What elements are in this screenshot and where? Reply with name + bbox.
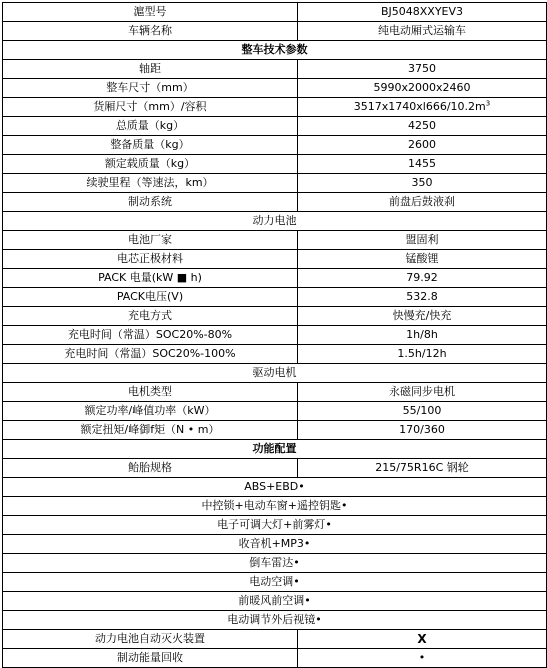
spec-label: 续驶里程（等速法，km） [3, 174, 298, 193]
section-heading: 动力电池 [3, 212, 547, 231]
spec-label: 鲐胎规格 [3, 459, 298, 478]
spec-label: 充电时间（常温）SOC20%-80% [3, 326, 298, 345]
spec-row [3, 421, 547, 440]
section-row [3, 364, 547, 383]
section-heading: 中控锁+电动车窗+遥控钥匙• [3, 497, 547, 516]
spec-value [298, 231, 547, 250]
spec-label: 电芯正极材料 [3, 250, 298, 269]
section-heading: 电动空调• [3, 573, 547, 592]
spec-row [3, 326, 547, 345]
spec-row [3, 3, 547, 22]
spec-value-text: 3517x1740xl666/10.2m [353, 100, 486, 113]
spec-row [3, 117, 547, 136]
section-row [3, 554, 547, 573]
spec-value-text: 1.5h/12h [397, 347, 447, 360]
spec-row [3, 193, 547, 212]
spec-row [3, 269, 547, 288]
spec-value-superscript: 3 [485, 99, 491, 108]
spec-label: 电池厂家 [3, 231, 298, 250]
spec-label: 额定载质量（kg） [3, 155, 298, 174]
spec-label: 额定功率/峰值功率（kW） [3, 402, 298, 421]
spec-label: 货厢尺寸（mm）/容积 [3, 98, 298, 117]
spec-value [298, 98, 547, 117]
spec-label: 动力电池自动灭火装置 [3, 630, 298, 649]
section-row [3, 497, 547, 516]
spec-value-text: 5990x2000x2460 [373, 81, 471, 94]
spec-value-text: 55/100 [402, 404, 442, 417]
spec-row [3, 383, 547, 402]
spec-value-text: 215/75R16C 钢轮 [375, 461, 469, 474]
section-row [3, 41, 547, 60]
spec-value [298, 345, 547, 364]
spec-row [3, 79, 547, 98]
spec-label: 轴距 [3, 60, 298, 79]
spec-value-text: BJ5048XXYEV3 [380, 5, 464, 18]
spec-row [3, 459, 547, 478]
spec-value-text: 1h/8h [406, 328, 438, 341]
section-row [3, 535, 547, 554]
spec-label: PACK 电量(kW ■ h) [3, 269, 298, 288]
spec-value-text: 79.92 [406, 271, 438, 284]
spec-value [298, 174, 547, 193]
spec-row [3, 60, 547, 79]
section-heading: 整车技术参数 [3, 41, 547, 60]
spec-label: 电机类型 [3, 383, 298, 402]
spec-value [298, 649, 547, 668]
spec-value [298, 117, 547, 136]
spec-row [3, 98, 547, 117]
spec-value [298, 630, 547, 649]
section-heading: 前暖风前空调• [3, 592, 547, 611]
spec-row [3, 402, 547, 421]
spec-value [298, 307, 547, 326]
spec-value-text: 盟固利 [405, 233, 439, 246]
spec-label: 额定扭矩/峰御f矩（N • m） [3, 421, 298, 440]
spec-row [3, 136, 547, 155]
section-heading: 功能配置 [3, 440, 547, 459]
spec-value [298, 269, 547, 288]
spec-value [298, 288, 547, 307]
spec-label: 制动系统 [3, 193, 298, 212]
spec-row [3, 649, 547, 668]
section-row [3, 478, 547, 497]
section-heading: 收音机+MP3• [3, 535, 547, 554]
spec-label: 总质量（kg） [3, 117, 298, 136]
section-heading: ABS+EBD• [3, 478, 547, 497]
spec-value-text: 永磁同步电机 [389, 385, 455, 398]
spec-label: 充电时间（常温）SOC20%-100% [3, 345, 298, 364]
spec-table-body [3, 3, 547, 668]
section-row [3, 611, 547, 630]
spec-value [298, 383, 547, 402]
vehicle-spec-table [2, 2, 547, 668]
spec-value [298, 3, 547, 22]
spec-label: 制动能量回收 [3, 649, 298, 668]
section-heading: 倒车雷达• [3, 554, 547, 573]
spec-value [298, 22, 547, 41]
spec-value [298, 79, 547, 98]
spec-label: 滬型号 [3, 3, 298, 22]
spec-value [298, 155, 547, 174]
spec-row [3, 307, 547, 326]
spec-value-text: 350 [411, 176, 433, 189]
spec-value-text: 1455 [408, 157, 436, 170]
section-heading: 驱动电机 [3, 364, 547, 383]
spec-row [3, 155, 547, 174]
spec-value-text: 2600 [408, 138, 436, 151]
spec-value-text: 170/360 [399, 423, 445, 436]
spec-value-text: 532.8 [406, 290, 438, 303]
spec-value [298, 326, 547, 345]
spec-value [298, 136, 547, 155]
spec-value-text: 4250 [408, 119, 436, 132]
spec-value-text: X [417, 632, 427, 646]
spec-row [3, 231, 547, 250]
spec-row [3, 345, 547, 364]
spec-row [3, 250, 547, 269]
spec-label: 整备质量（kg） [3, 136, 298, 155]
section-row [3, 212, 547, 231]
spec-value [298, 459, 547, 478]
section-row [3, 573, 547, 592]
spec-label: PACK电压(V) [3, 288, 298, 307]
spec-value-text: • [418, 651, 426, 664]
spec-value [298, 60, 547, 79]
spec-value [298, 193, 547, 212]
spec-label: 车辆名称 [3, 22, 298, 41]
section-row [3, 440, 547, 459]
spec-row [3, 288, 547, 307]
spec-value [298, 421, 547, 440]
spec-row [3, 22, 547, 41]
spec-value [298, 402, 547, 421]
spec-value-text: 纯电动厢式运输车 [378, 24, 466, 37]
spec-value-text: 锰酸锂 [405, 252, 439, 265]
spec-value-text: 快慢充/快充 [392, 309, 452, 322]
spec-value-text: 3750 [408, 62, 436, 75]
section-heading: 电动调节外后视镜• [3, 611, 547, 630]
section-row [3, 592, 547, 611]
spec-row [3, 174, 547, 193]
spec-row [3, 630, 547, 649]
spec-value-text: 前盘后鼓液刹 [389, 195, 455, 208]
spec-label: 充电方式 [3, 307, 298, 326]
section-heading: 电子可调大灯+前雾灯• [3, 516, 547, 535]
spec-value [298, 250, 547, 269]
spec-label: 整车尺寸（mm） [3, 79, 298, 98]
section-row [3, 516, 547, 535]
